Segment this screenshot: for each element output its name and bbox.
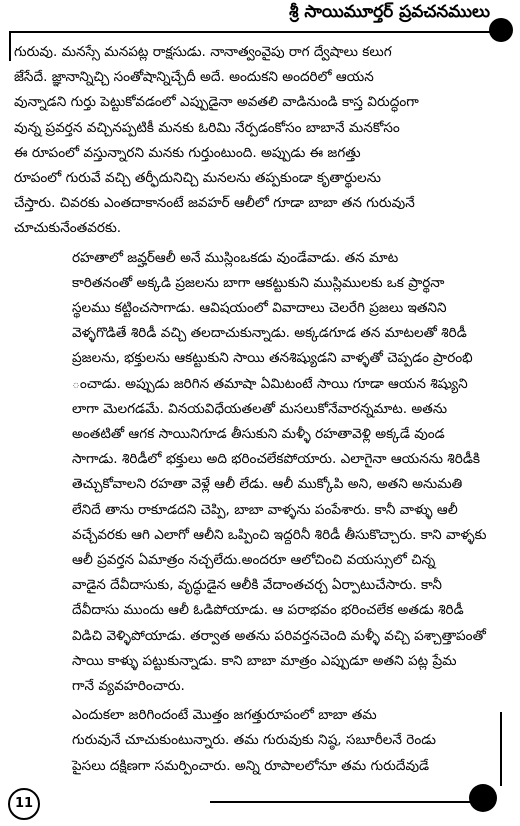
body-text: [14, 40, 500, 779]
text-line: సాయి కాళ్ళు పట్టుకున్నాడు. కాని బాబా మాత్రం ఎప్పుడూ అతని పట్ల ప్రేమ: [72, 652, 457, 669]
corner-dot-bottom: [469, 784, 497, 812]
text-line: కారితనంతో అక్కడి ప్రజలను బాగా ఆకట్టుకుని ముస్లిములకు ఒక ప్రార్థనా: [72, 274, 445, 291]
text-line: ంచాడు. అప్పుడు జరిగిన తమాషా ఏమిటంటే సాయి గూడా ఆయన శిష్యుని: [72, 375, 468, 392]
paragraph: [14, 246, 500, 700]
text-line: గురువునే చూచుకుంటున్నారు. తమ గురువుకు నిష్ఠ, సబూరీలనే రెండు: [72, 732, 436, 749]
corner-dot-top: [489, 18, 513, 42]
text-line: లేనిదే తాను రాకూడదని చెప్పి, బాబా వాళ్ళను పంపేశారు. కానీ వాళ్ళు ఆలీ: [72, 501, 458, 518]
text-line: దేవీదాసు ముందు ఆలీ ఓడిపోయాడు. ఆ పరాభవం భరించలేక అతడు శిరిడీ: [72, 602, 464, 619]
text-line: ప్రజలను, భక్తులను ఆకట్టుకుని సాయి తనశిష్యుడని వాళ్ళతో చెప్పడం ప్రారంభి: [72, 350, 473, 367]
top-rule: [10, 31, 500, 33]
text-line: రహతాలో జవ్హర్ఆలీ అనే ముస్లింఒకడు వుండేవాడు. తన మాట: [72, 249, 399, 266]
paragraph: [14, 703, 500, 779]
text-line: గానే వ్యవహరించారు.: [72, 678, 185, 695]
text-line: ఆలీ ప్రవర్తన ఏమాత్రం నచ్చలేదు.అందరూ ఆలోచించి వయస్సులో చిన్న: [72, 552, 436, 569]
text-line: చేస్తారు. చివరకు ఎంతదాకానంటే జవహర్ ఆలీలో గూడా బాబా తన గురువునే: [14, 195, 415, 212]
text-line: వచ్చేవరకు ఆగి ఎలాగో ఆలీని ఒప్పించి ఇద్దరినీ శిరిడీ తీసుకొచ్చారు. కాని వాళ్ళకు: [72, 526, 487, 543]
right-rule: [500, 712, 502, 786]
text-line: వెళ్ళగొడితే శిరిడీ వచ్చి తలదాచుకున్నాడు. అక్కడగూడ తన మాటలతో శిరిడీ: [72, 325, 467, 342]
text-line: వాడైన దేవీదాసుకు, వృద్ధుడైన ఆలీకి వేదాంతచర్చ ఏర్పాటుచేసారు. కానీ: [72, 577, 442, 594]
text-line: అంతటితో ఆగక సాయినిగూడ తీసుకుని మళ్ళీ రహతావెళ్లి అక్కడే వుండ: [72, 426, 445, 443]
text-line: స్థలము కట్టించసాగాడు. ఆవిషయంలో వివాదాలు చెలరేగి ప్రజలు ఇతనిని: [72, 300, 447, 317]
text-line: గురువు. మనస్సే మనపట్ల రాక్షసుడు. నానాత్వంవైపు రాగ ద్వేషాలు కలుగ: [14, 44, 392, 60]
text-line: వున్నాడని గుర్తు పెట్టుకోవడంలో ఎప్పుడైనా అవతలి వాడినుండి కాస్త విరుద్ధంగా: [14, 94, 419, 111]
text-line: వున్న ప్రవర్తన వచ్చినప్పటికీ మనకు ఓరిమి నేర్పడంకోసం బాబానే మనకోసం: [14, 119, 400, 136]
text-line: విడిచి వెళ్ళిపోయాడు. తర్వాత అతను పరివర్తనచెంది మళ్ళీ వచ్చి పశ్చాత్తాపంతో: [72, 627, 486, 644]
text-line: సాగాడు. శిరిడీలో భక్తులు అది భరించలేకపోయారు. ఎలాగైనా ఆయనను శిరిడీకి: [72, 451, 480, 468]
text-line: రూపంలో గురువే వచ్చి తర్ఫీదునిచ్చి మనలను తప్పకుండా కృతార్థులను: [14, 170, 381, 187]
page-number: 11: [8, 788, 40, 820]
text-line: తెచ్చుకోవాలని రహతా వెళ్లే ఆలీ లేడు. ఆలీ ముక్కోపి అని, అతని అనుమతి: [72, 476, 463, 493]
paragraph: [14, 40, 500, 242]
text-line: చూచుకునేంతవరకు.: [14, 220, 122, 237]
text-line: లాగా మెలగడమే. వినయవిధేయతలతో మసలుకోనేవారన్నమాట. అతను: [72, 400, 448, 417]
text-line: జేసేదే. జ్ఞానాన్నిచ్చి సంతోషాన్నిచ్చేదీ అదే. అందుకని అందరిలో ఆయన: [14, 69, 374, 86]
left-rule: [9, 31, 11, 61]
text-line: ఈ రూపంలో వస్తున్నారని మనకు గుర్తుంటుంది. అప్పుడు ఈ జగత్తు: [14, 144, 361, 161]
bottom-rule: [210, 801, 478, 803]
text-line: పైసలు దక్షిణగా సమర్పించారు. అన్ని రూపాలలోనూ తమ గురుదేవుడే: [72, 757, 430, 774]
text-line: ఎందుకలా జరిగిందంటే మొత్తం జగత్తురూపంలో బాబా తమ: [72, 707, 377, 724]
running-header: శ్రీ సాయిమూర్తర్ ప్రవచనములు: [289, 2, 490, 22]
